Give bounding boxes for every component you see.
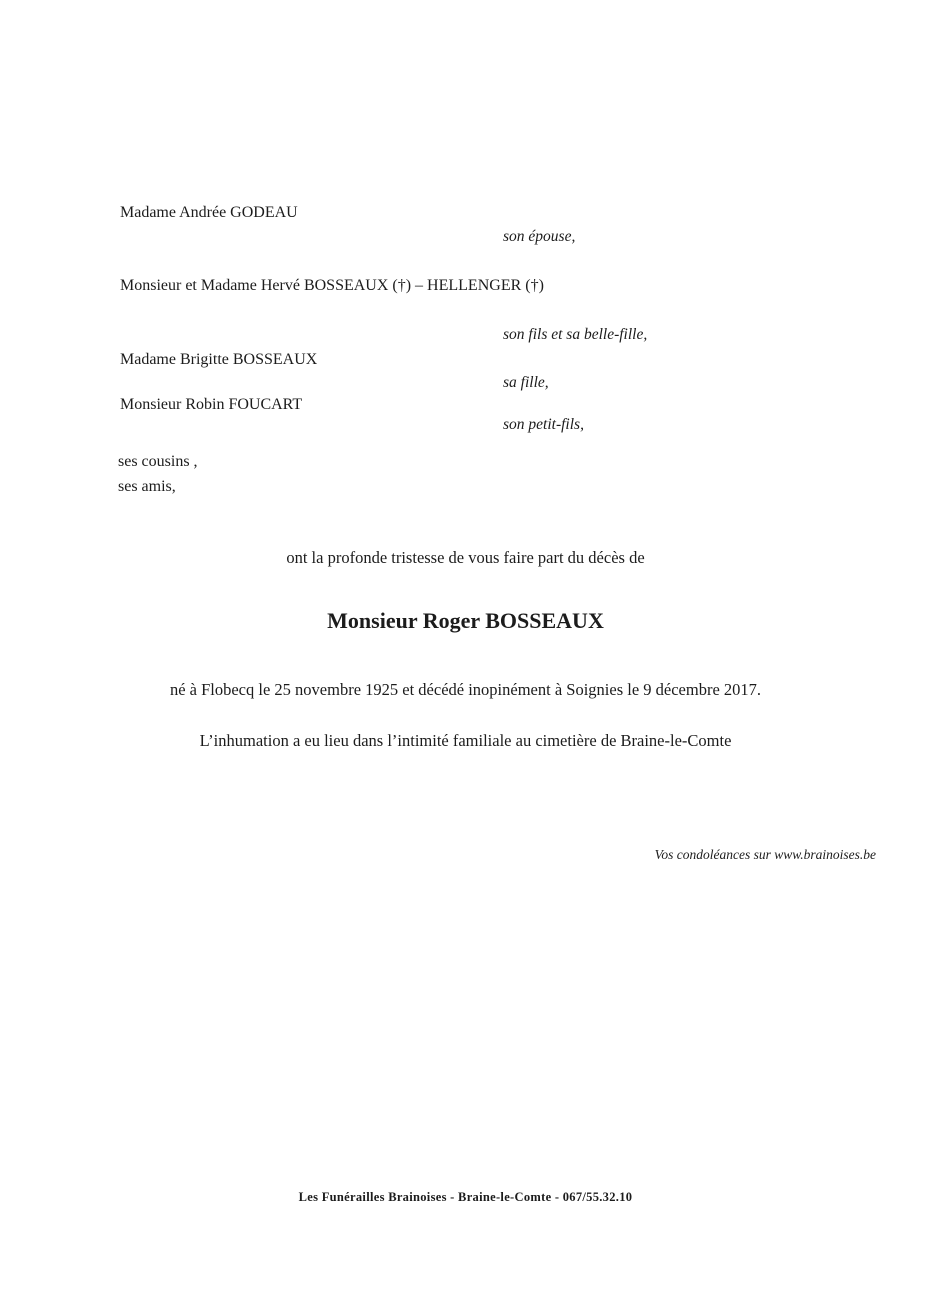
burial-information: L’inhumation a eu lieu dans l’intimité familiale au cimetière de Braine-le-Comte xyxy=(199,731,732,750)
mourner-name-grandson: Monsieur Robin FOUCART xyxy=(120,396,303,413)
condolences-website-note: Vos condoléances sur www.brainoises.be xyxy=(654,847,876,862)
announcement-sentence: ont la profonde tristesse de vous faire part du décès de xyxy=(286,548,645,567)
mourners-friends: ses amis, xyxy=(118,478,176,495)
deceased-name-title: Monsieur Roger BOSSEAUX xyxy=(327,608,604,633)
mourners-cousins: ses cousins , xyxy=(118,453,198,470)
relation-label-son-and-daughter-in-law: son fils et sa belle-fille, xyxy=(503,326,648,343)
mourner-name-son-and-daughter-in-law: Monsieur et Madame Hervé BOSSEAUX (†) – HELLENGER (†) xyxy=(120,277,544,294)
relation-label-daughter: sa fille, xyxy=(503,374,549,391)
relation-label-grandson: son petit-fils, xyxy=(503,416,584,433)
funeral-home-footer: Les Funérailles Brainoises - Braine-le-Comte - 067/55.32.10 xyxy=(298,1190,633,1204)
birth-death-details: né à Flobecq le 25 novembre 1925 et décédé inopinément à Soignies le 9 décembre 2017. xyxy=(169,680,762,699)
relation-label-spouse: son épouse, xyxy=(503,228,576,245)
mourner-name-daughter: Madame Brigitte BOSSEAUX xyxy=(120,351,318,368)
mourner-name-spouse: Madame Andrée GODEAU xyxy=(120,204,298,221)
